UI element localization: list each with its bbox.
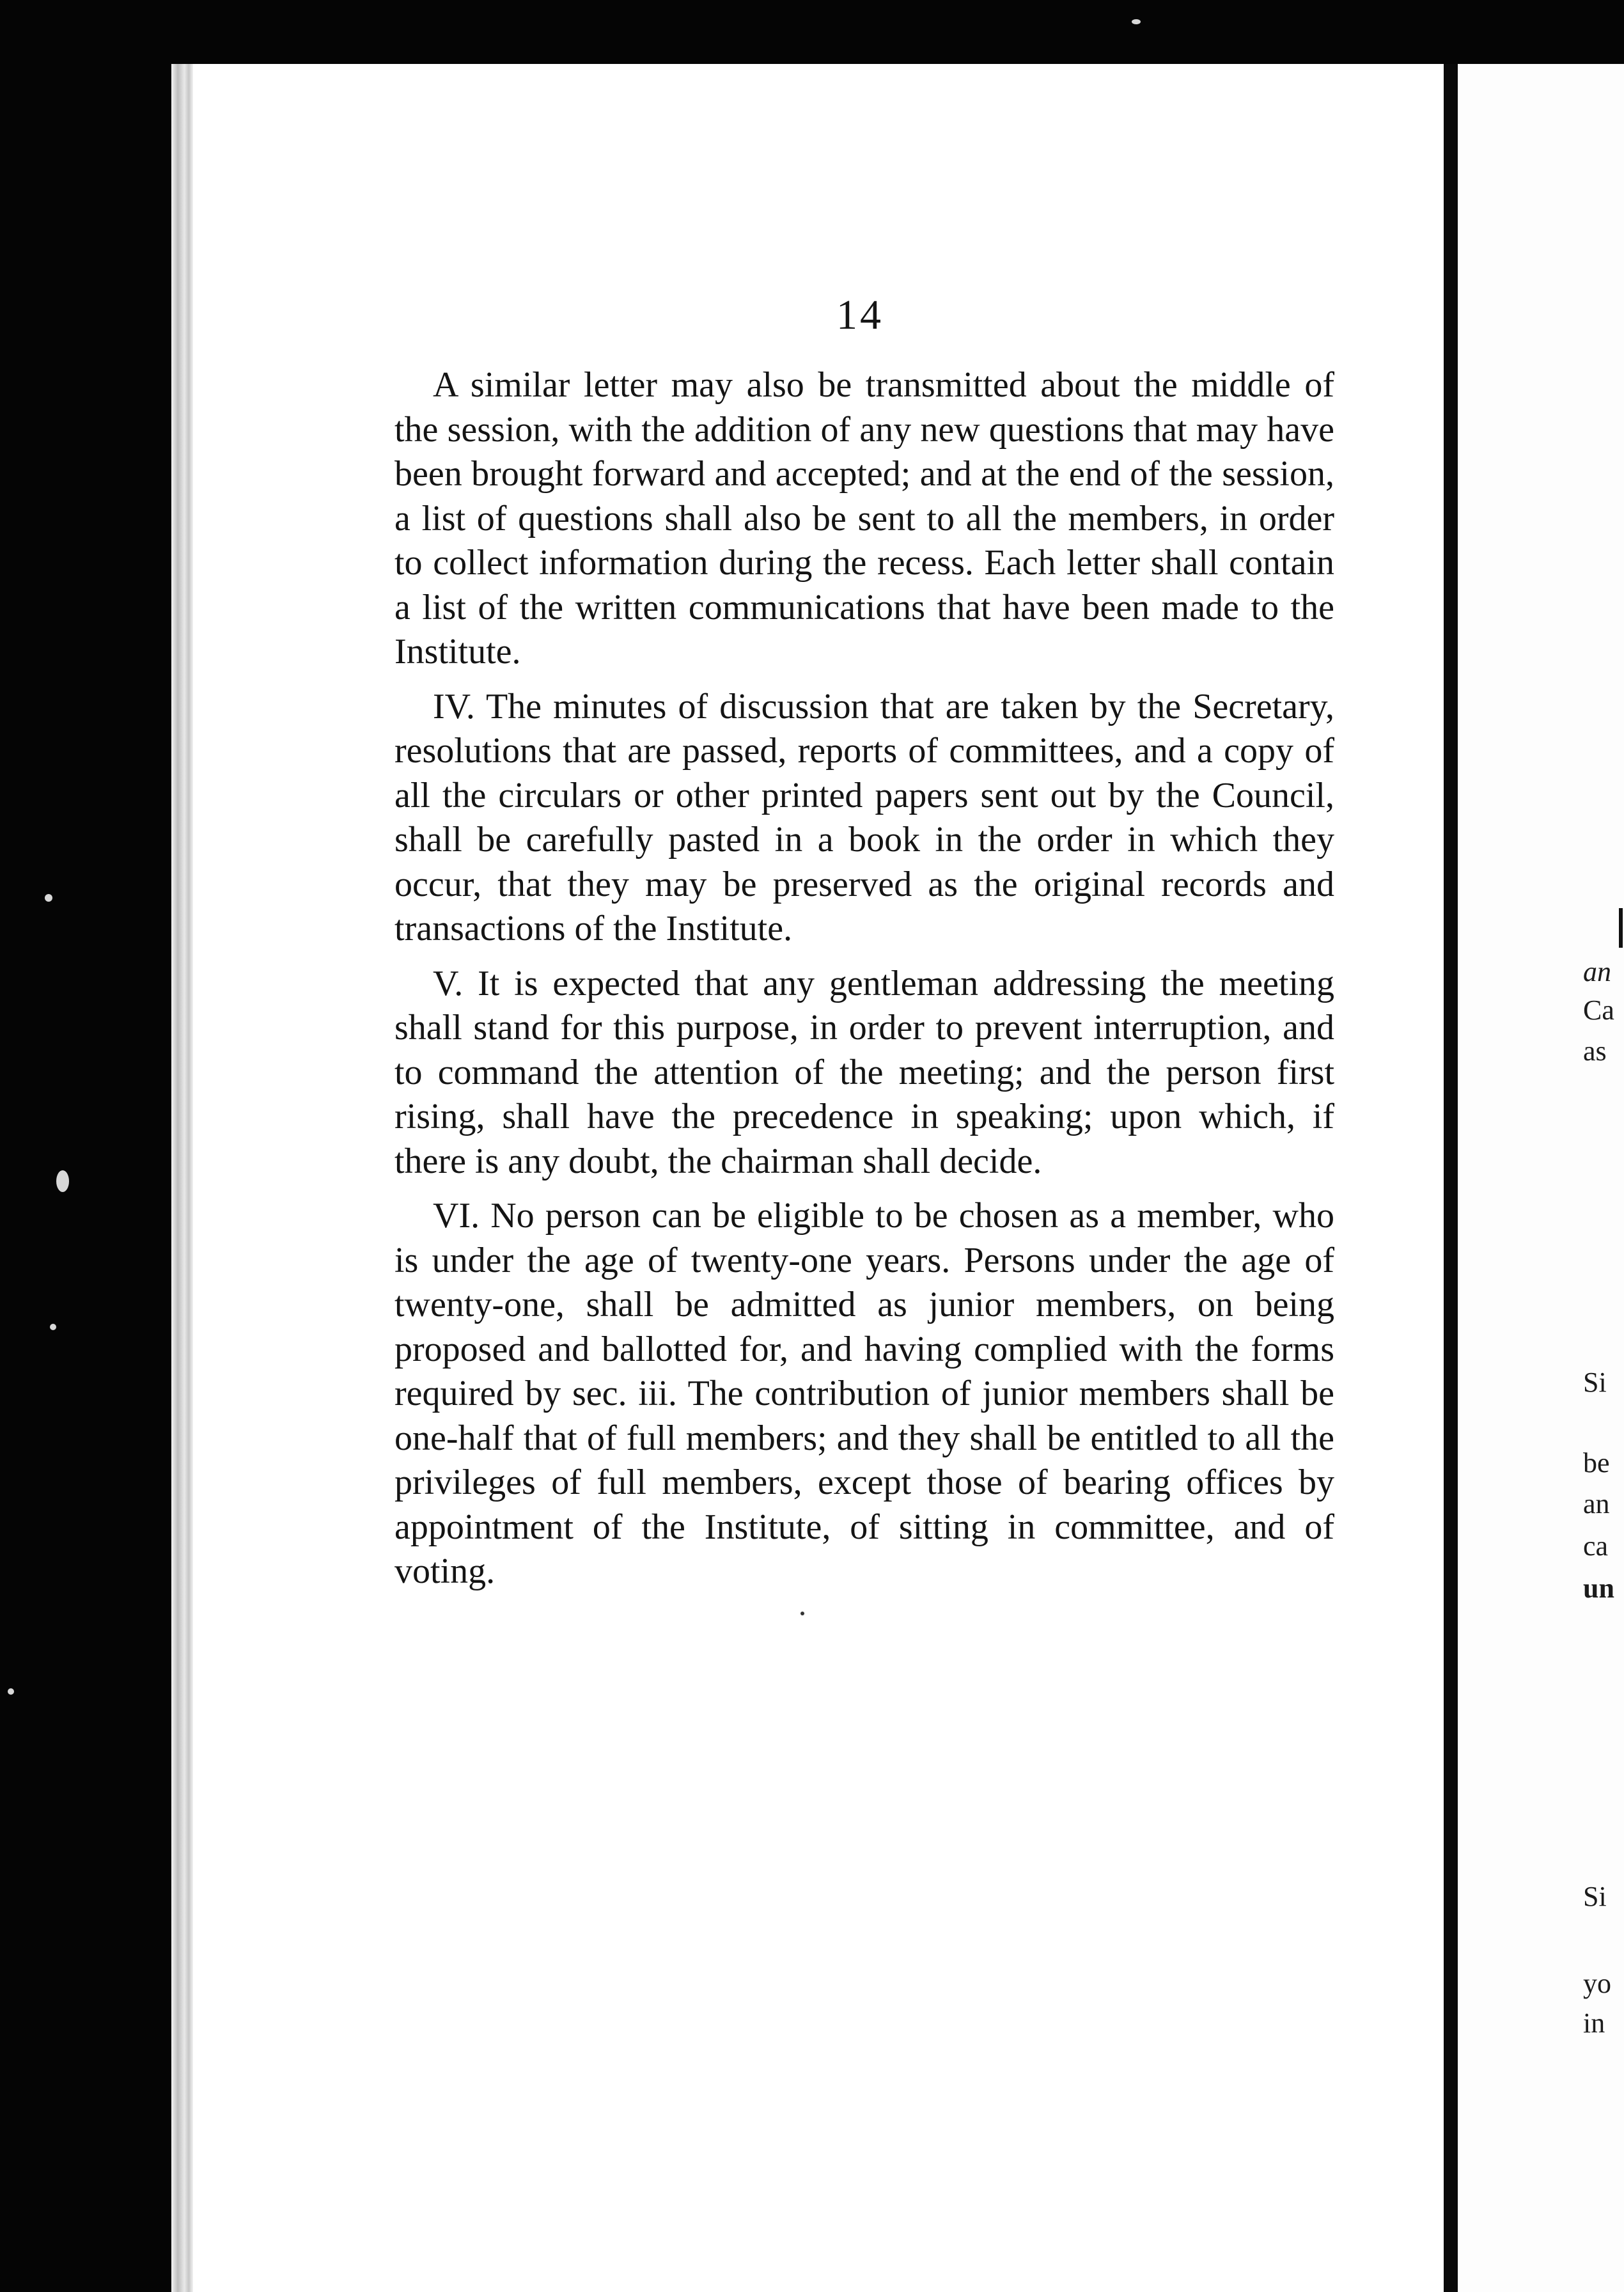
paragraph-v: V. It is expected that any gentleman addressing the meeting shall stand for this purpose, in order to prevent interruption, and to command the attention of the meeting; and the person first rising, shall have the precedence in speaking; upon which, if there is any doubt, the chairman shall decide. — [394, 963, 1334, 1181]
paragraph-iv: IV. The minutes of discussion that are taken by the Secretary, resolutions that are passed, reports of committees, and a copy of all the circulars or other printed papers sent out by the Council, shall be carefully pasted in a book in the order in which they occur, that they may be preserved as the original records and transactions of the Institute. — [394, 686, 1334, 948]
scan-speck — [1132, 19, 1141, 24]
fragment: Ca — [1583, 994, 1614, 1026]
fragment: be — [1583, 1447, 1610, 1479]
page-number: 14 — [836, 292, 884, 338]
ink-speck — [800, 1612, 804, 1615]
paragraph-vi: VI. No person can be eligible to be chosen as a member, who is under the age of twenty-one years. Persons under the age of twenty-one, shall be admitted as junior members, on being proposed and ballotted for, and having complied with the forms required by sec. iii. The contribution of junior members shall be one-half that of full members; and they shall be entitled to all the privileges of full members, except those of bearing offices by appointment of the Institute, of sitting in committee, and of voting. — [394, 1196, 1334, 1591]
fragment: an — [1583, 956, 1611, 987]
facing-page-fragments — [1583, 0, 1624, 2292]
scan-speck — [8, 1688, 14, 1695]
scan-speck — [50, 1324, 56, 1330]
fragment: un — [1583, 1573, 1614, 1604]
fragment: Si — [1583, 1367, 1607, 1398]
fragment: in — [1583, 2007, 1605, 2039]
page-edge — [171, 64, 193, 2292]
fragment: yo — [1583, 1968, 1611, 1999]
page-body — [394, 363, 1334, 1594]
fragment: Si — [1583, 1881, 1607, 1912]
fragment: an — [1583, 1488, 1610, 1519]
fragment: as — [1583, 1035, 1607, 1067]
paragraph-letter: A similar letter may also be transmitted about the middle of the session, with the addition of any new questions that may have been brought forward and accepted; and at the end of the session, a list of questions shall also be sent to all the members, in order to collect information during the recess. Each letter shall contain a list of the written communications that have been made to the Institute. — [394, 365, 1334, 671]
scan-speck — [45, 894, 52, 902]
fragment: ca — [1583, 1530, 1609, 1562]
scan-speck — [56, 1170, 69, 1192]
book-gutter — [1444, 64, 1458, 2292]
